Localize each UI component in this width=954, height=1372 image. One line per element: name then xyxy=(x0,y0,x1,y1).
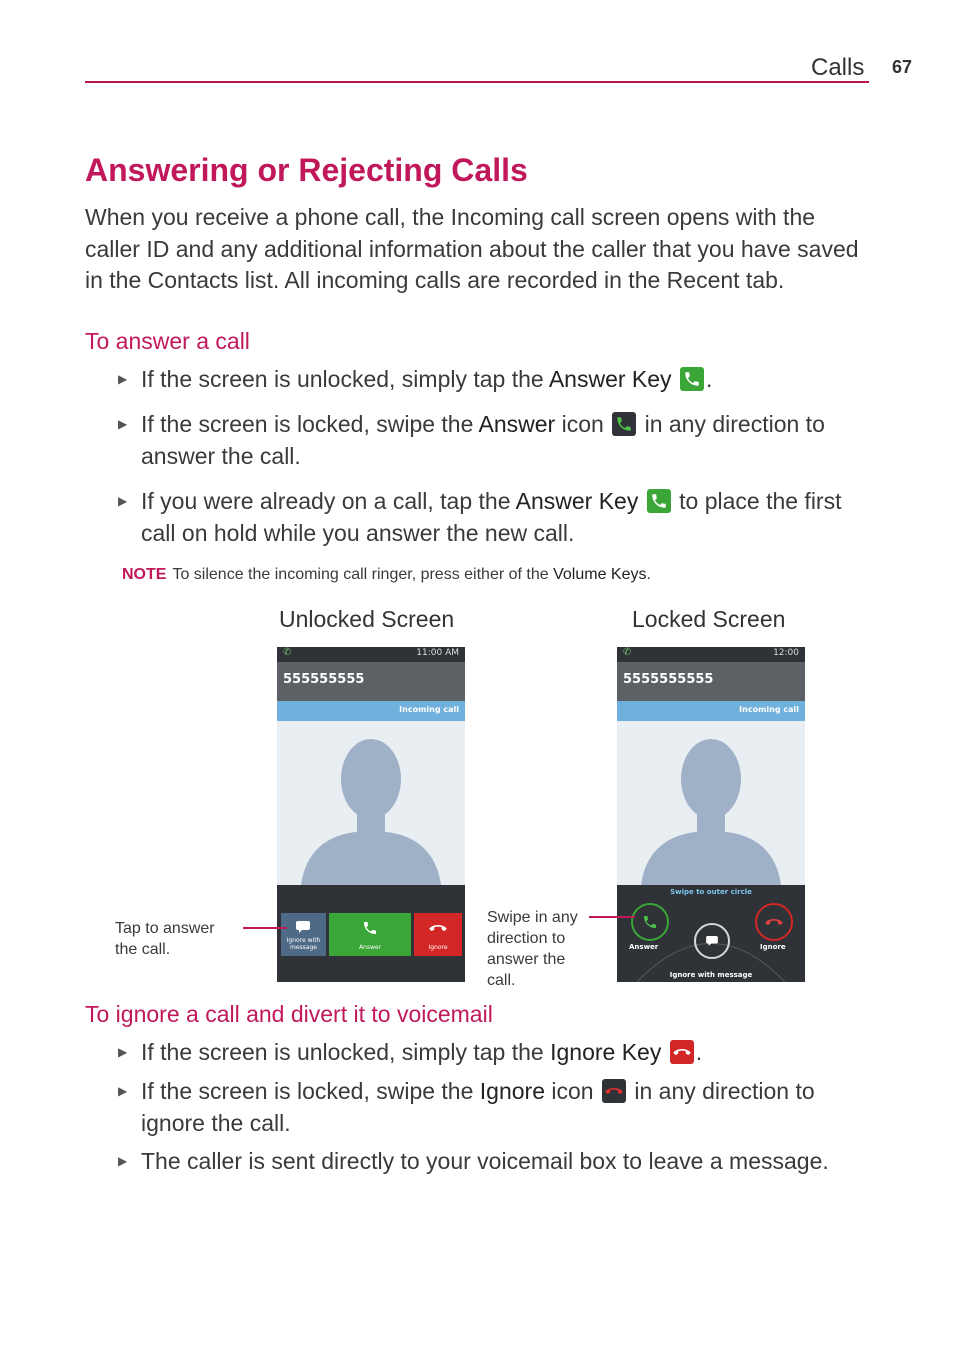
avatar-silhouette xyxy=(277,721,465,885)
ignore-button[interactable]: Ignore xyxy=(414,913,462,956)
answer-bullet-2: ▶ If the screen is locked, swipe the Answer icon in any direction to answer the call. xyxy=(118,411,825,469)
caller-number-bar: 555555555 xyxy=(277,662,465,701)
locked-screen-image xyxy=(617,647,805,982)
bullet-arrow-icon: ▶ xyxy=(118,1084,128,1098)
answer-key-icon xyxy=(680,367,704,391)
bullet-arrow-icon: ▶ xyxy=(118,372,128,386)
ignore-key-icon xyxy=(670,1040,694,1064)
note: NOTE To silence the incoming call ringer, press either of the Volume Keys. xyxy=(122,566,651,583)
answer-swipe-button[interactable] xyxy=(631,903,669,941)
bullet-arrow-icon: ▶ xyxy=(118,417,128,431)
ignore-with-message-button[interactable]: Ignore with message xyxy=(281,913,326,956)
callout-leader-line xyxy=(243,927,287,929)
phone-icon: ✆ xyxy=(283,647,292,658)
ignore-icon xyxy=(602,1079,626,1103)
bullet-arrow-icon: ▶ xyxy=(118,1154,128,1168)
answer-bullet-3: ▶ If you were already on a call, tap the Answer Key to place the first call on hold while you answer the new call. xyxy=(118,488,842,546)
ignore-swipe-button[interactable] xyxy=(755,903,793,941)
header-rule xyxy=(85,81,869,83)
section-title: Calls xyxy=(811,54,865,81)
bullet-arrow-icon: ▶ xyxy=(118,1045,128,1059)
unlocked-screen-image xyxy=(277,647,465,982)
unlocked-caption: Unlocked Screen xyxy=(279,606,455,632)
page-title: Answering or Rejecting Calls xyxy=(85,152,528,188)
page-number: 67 xyxy=(892,57,913,77)
status-bar: ✆ 12:00 xyxy=(617,647,805,662)
incoming-call-bar: Incoming call xyxy=(617,701,805,721)
ignore-bullet-1: ▶ If the screen is unlocked, simply tap the Ignore Key . xyxy=(118,1037,868,1069)
call-action-bar xyxy=(277,885,465,982)
lock-call-panel: Swipe to outer circle Answer Ignore with message Ignore xyxy=(617,885,805,982)
answer-heading: To answer a call xyxy=(85,328,250,354)
phone-icon: ✆ xyxy=(623,647,632,658)
status-bar: ✆ 11:00 AM xyxy=(277,647,465,662)
answer-key-icon xyxy=(647,489,671,513)
locked-caption: Locked Screen xyxy=(632,606,786,632)
caller-number-bar: 5555555555 xyxy=(617,662,805,701)
answer-icon xyxy=(612,412,636,436)
ignore-bullet-3: ▶ The caller is sent directly to your voicemail box to leave a message. xyxy=(118,1146,868,1178)
ignore-bullet-2: ▶ If the screen is locked, swipe the Ignore icon in any direction to ignore the call. xyxy=(118,1078,815,1136)
avatar-silhouette xyxy=(617,721,805,885)
bullet-arrow-icon: ▶ xyxy=(118,494,128,508)
intro-paragraph: When you receive a phone call, the Incoming call screen opens with the caller ID and any additional information about the caller that you have saved in the Contacts list. All incoming calls are recorded in the Recent tab. xyxy=(85,204,859,293)
callout-leader-line xyxy=(589,916,635,918)
answer-bullet-1: ▶ If the screen is unlocked, simply tap the Answer Key . xyxy=(118,364,868,396)
incoming-call-bar: Incoming call xyxy=(277,701,465,721)
locked-callout: Swipe in any direction to answer the call. xyxy=(487,909,578,989)
unlocked-callout: Tap to answer the call. xyxy=(115,920,215,958)
ignore-with-message-swipe-button[interactable] xyxy=(694,923,730,959)
answer-button[interactable]: Answer xyxy=(329,913,411,956)
ignore-heading: To ignore a call and divert it to voicemail xyxy=(85,1001,493,1027)
